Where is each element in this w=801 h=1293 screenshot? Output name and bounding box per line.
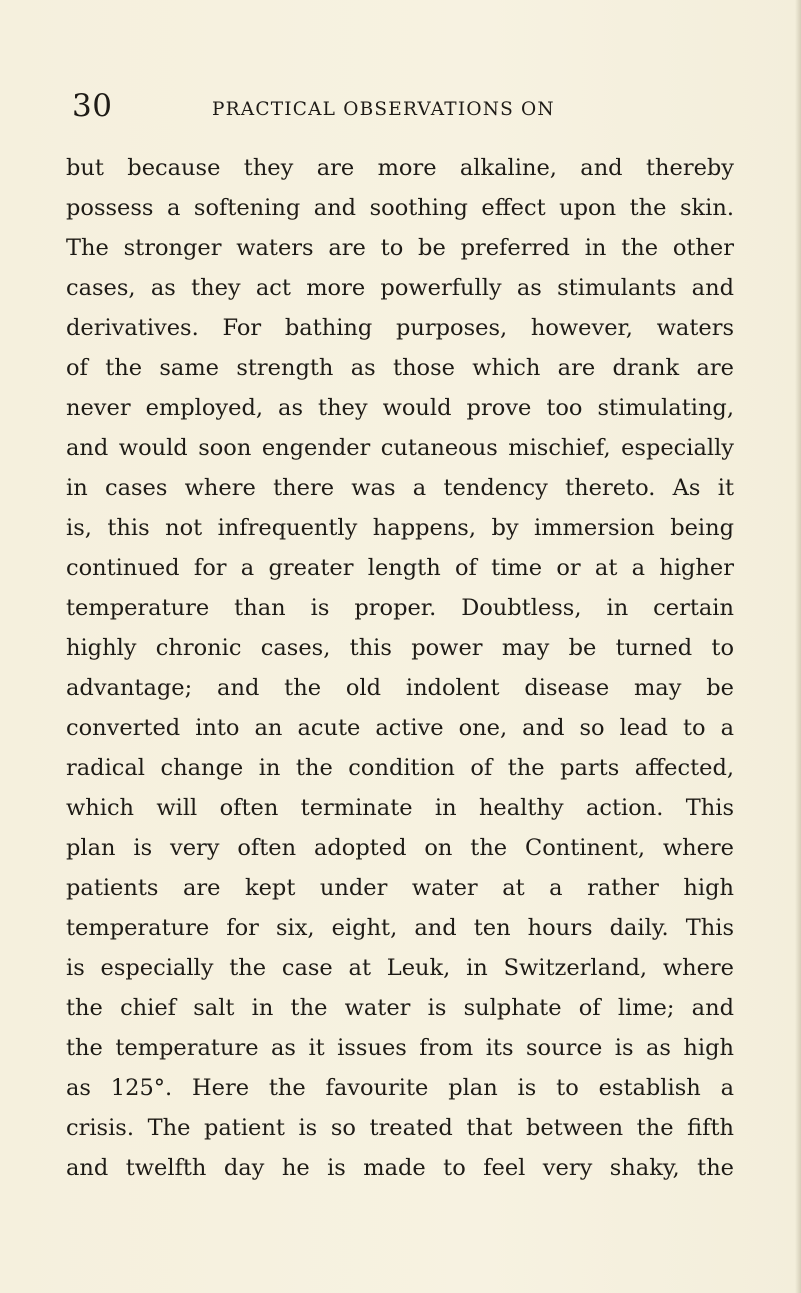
page-edge-shadow — [795, 0, 801, 1293]
text-line: in cases where there was a tendency thereto. As it — [66, 475, 734, 501]
text-line: The stronger waters are to be preferred in the other — [66, 235, 734, 261]
text-line: the temperature as it issues from its source is as high — [66, 1035, 734, 1061]
page-number: 30 — [72, 88, 113, 124]
text-line: and twelfth day he is made to feel very shaky, the — [66, 1155, 734, 1181]
text-line: highly chronic cases, this power may be turned to — [66, 635, 734, 661]
text-line: of the same strength as those which are drank are — [66, 355, 734, 381]
text-line: continued for a greater length of time or at a higher — [66, 555, 734, 581]
text-line: temperature than is proper. Doubtless, in certain — [66, 595, 734, 621]
text-line: derivatives. For bathing purposes, however, waters — [66, 315, 734, 341]
text-line: is especially the case at Leuk, in Switzerland, where — [66, 955, 734, 981]
text-line: plan is very often adopted on the Continent, where — [66, 835, 734, 861]
text-line: never employed, as they would prove too stimulating, — [66, 395, 734, 421]
text-line: and would soon engender cutaneous mischief, especially — [66, 435, 734, 461]
text-line: the chief salt in the water is sulphate of lime; and — [66, 995, 734, 1021]
running-head: PRACTICAL OBSERVATIONS ON — [212, 99, 555, 120]
text-line: advantage; and the old indolent disease may be — [66, 675, 734, 701]
text-line: crisis. The patient is so treated that between the fifth — [66, 1115, 734, 1141]
body-text — [66, 148, 734, 1188]
text-line: is, this not infrequently happens, by immersion being — [66, 515, 734, 541]
text-line: possess a softening and soothing effect upon the skin. — [66, 195, 734, 221]
text-line: radical change in the condition of the parts affected, — [66, 755, 734, 781]
text-line: which will often terminate in healthy action. This — [66, 795, 734, 821]
text-line: patients are kept under water at a rather high — [66, 875, 734, 901]
text-line: converted into an acute active one, and so lead to a — [66, 715, 734, 741]
page-header — [0, 88, 801, 136]
text-line: cases, as they act more powerfully as stimulants and — [66, 275, 734, 301]
text-line: temperature for six, eight, and ten hours daily. This — [66, 915, 734, 941]
text-line: but because they are more alkaline, and thereby — [66, 155, 734, 181]
text-line: as 125°. Here the favourite plan is to establish a — [66, 1075, 734, 1101]
